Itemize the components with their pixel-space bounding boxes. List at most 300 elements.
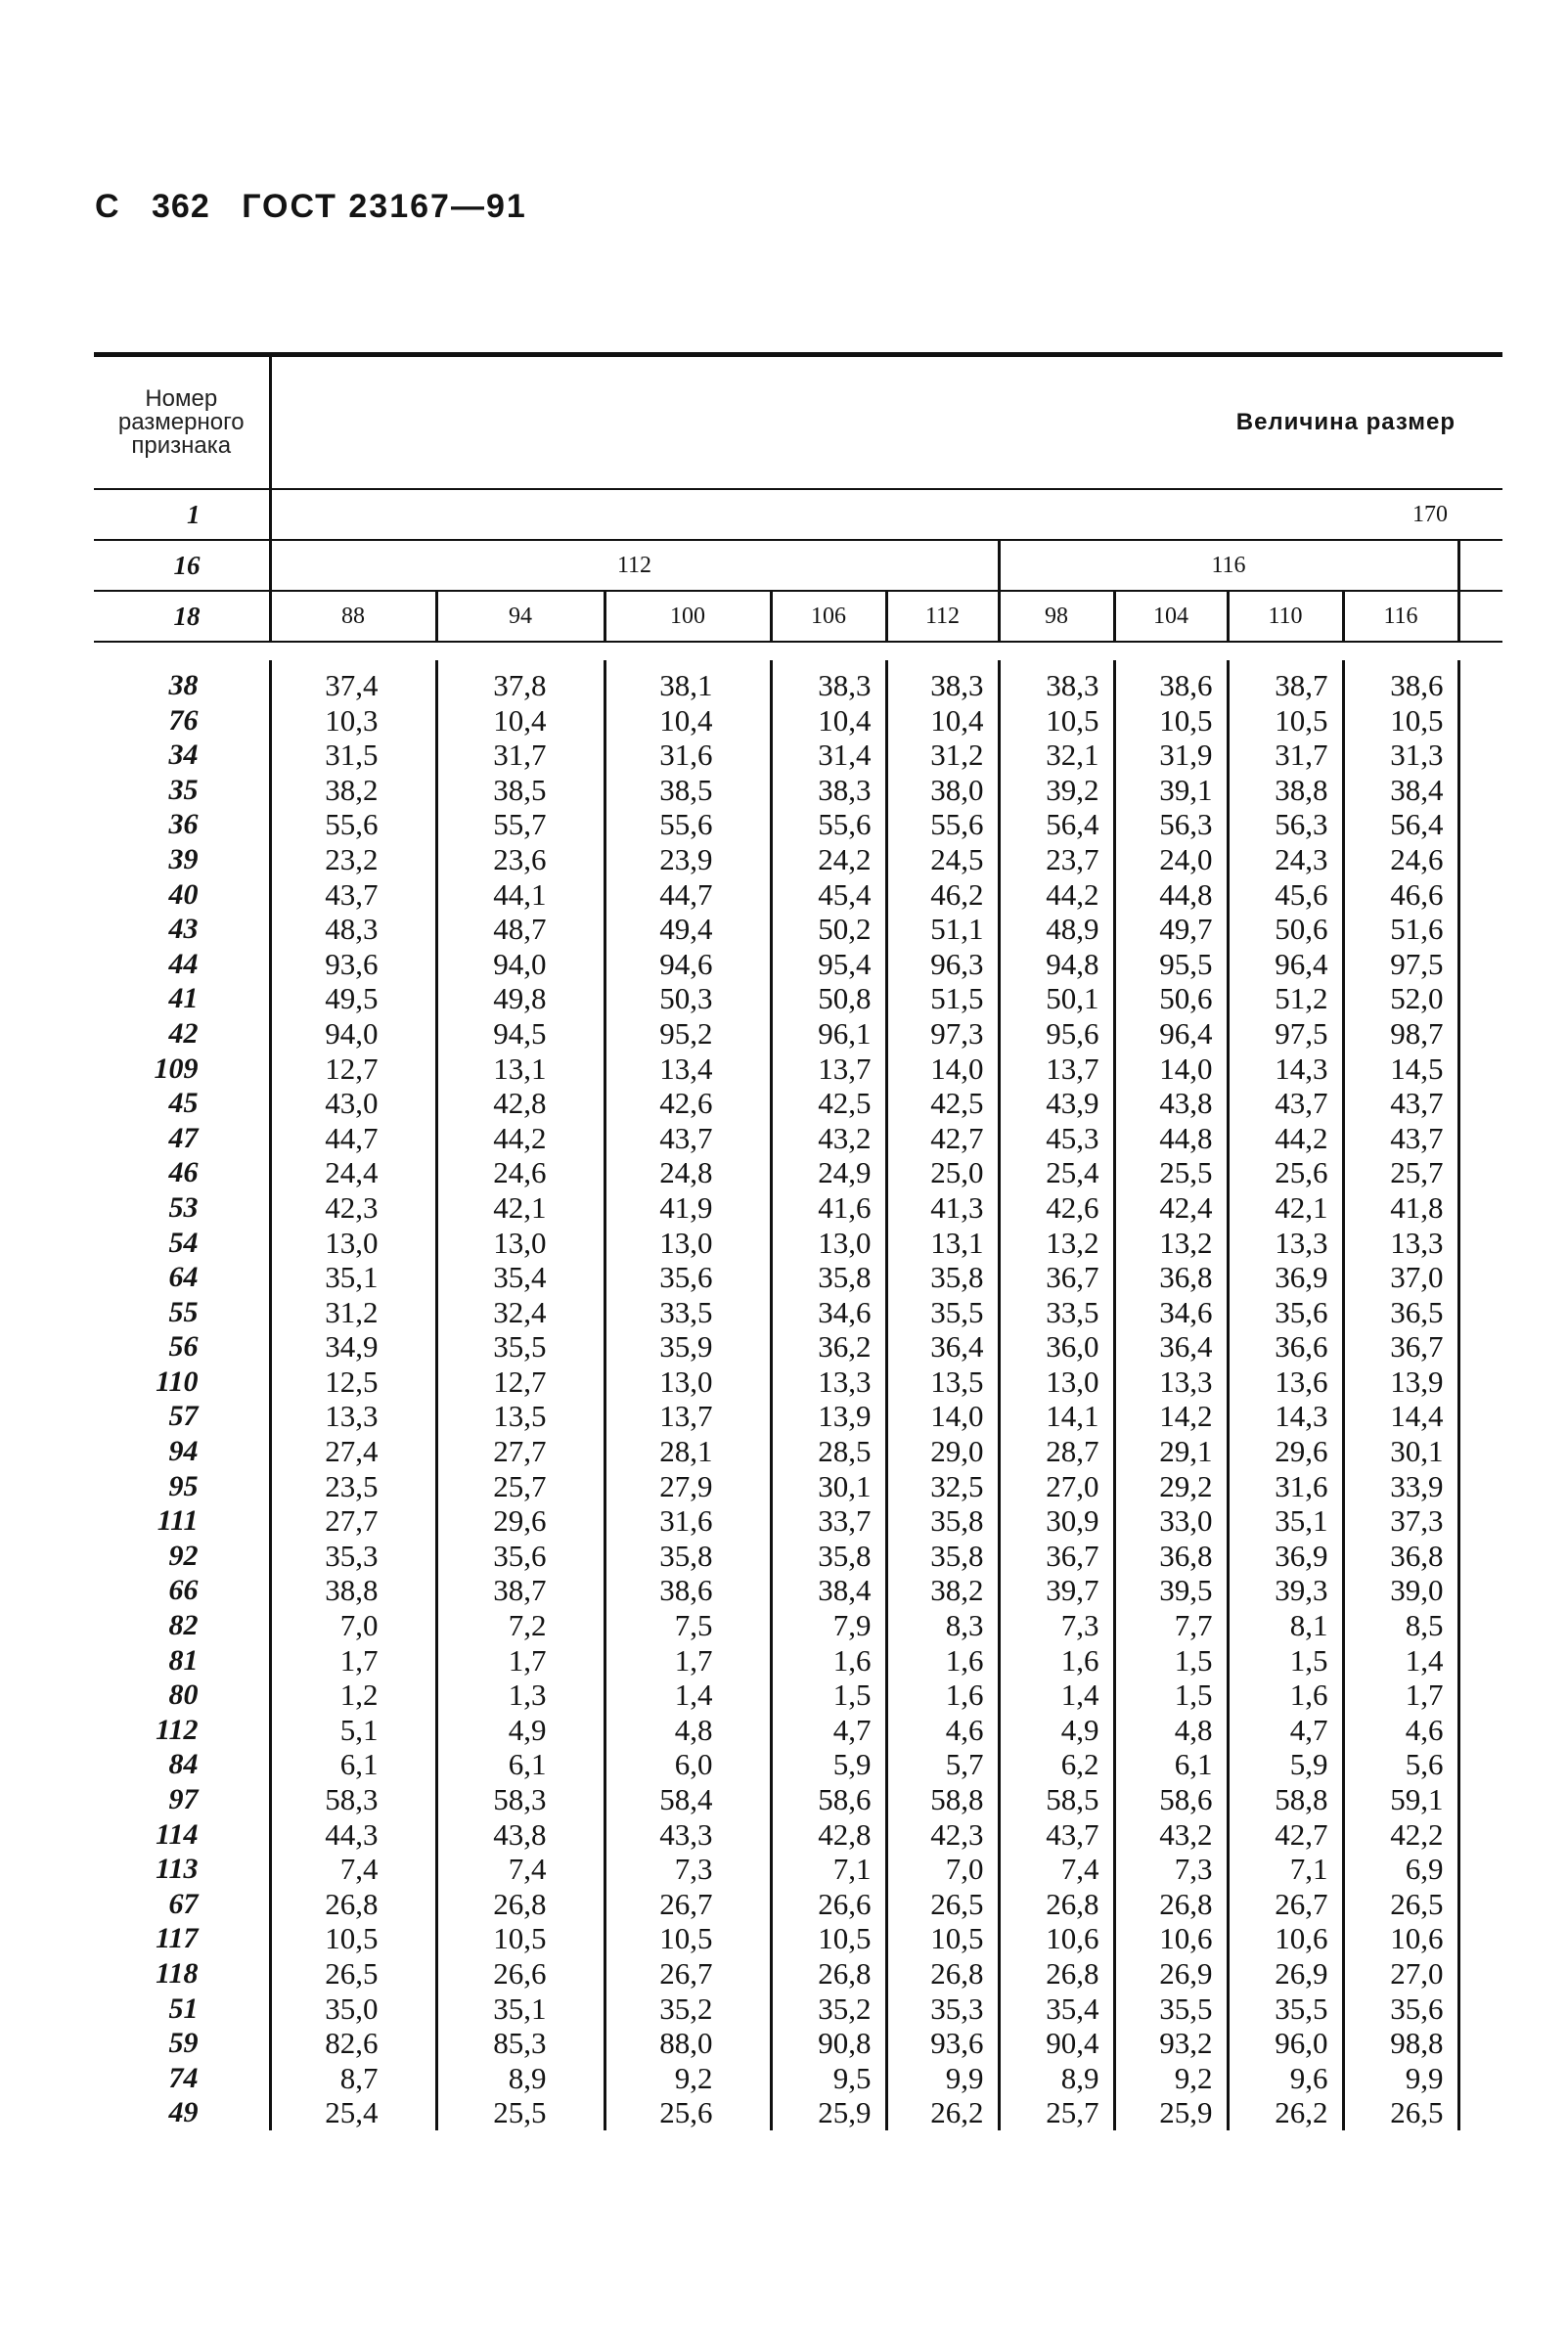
table-cell: 1,6 [999,1643,1114,1678]
table-cell: 43,8 [1114,1086,1228,1121]
table-cell: 31,5 [270,738,436,773]
table-row [94,912,1502,947]
table-cell: 42,6 [999,1190,1114,1226]
table-cell: 6,0 [605,1747,771,1782]
table-cell: 31,2 [886,738,999,773]
row-label: 43 [168,913,199,946]
table-cell: 1,7 [605,1643,771,1678]
table-cell: 43,7 [270,877,436,913]
table-cell: 35,3 [886,1991,999,2027]
table-cell: 44,3 [270,1817,436,1853]
row-end [1458,1226,1502,1261]
page-number: 362 [152,188,210,225]
table-cell: 35,9 [605,1329,771,1365]
row-end [1458,703,1502,738]
table-cell: 27,4 [270,1434,436,1469]
table-cell: 24,0 [1114,842,1228,877]
table-cell: 38,3 [886,660,999,703]
row-label: 94 [168,1435,199,1468]
table-cell: 7,3 [605,1852,771,1887]
table-cell: 10,5 [1114,703,1228,738]
table-cell: 93,2 [1114,2026,1228,2061]
table-cell: 14,4 [1343,1399,1458,1434]
table-cell: 38,5 [605,773,771,808]
table-cell: 27,0 [999,1469,1114,1504]
table-cell: 7,3 [1114,1852,1228,1887]
row-end [1458,1016,1502,1052]
table-cell: 14,1 [999,1399,1114,1434]
table-cell: 14,0 [886,1399,999,1434]
table-cell: 29,2 [1114,1469,1228,1504]
table-row [94,1921,1502,1956]
table-cell: 38,7 [436,1573,605,1608]
table-cell: 1,5 [1114,1678,1228,1713]
row-end [1458,1956,1502,1991]
header-row-18 [94,591,1502,642]
table-cell: 8,7 [270,2061,436,2096]
table-cell: 32,4 [436,1295,605,1330]
table-cell: 42,4 [1114,1190,1228,1226]
table-cell: 12,5 [270,1365,436,1400]
table-row [94,1503,1502,1539]
table-cell: 42,7 [886,1121,999,1156]
table-cell: 38,8 [270,1573,436,1608]
table-cell: 34,9 [270,1329,436,1365]
table-row [94,738,1502,773]
table-cell: 7,0 [886,1852,999,1887]
row-label: 118 [156,1956,199,1990]
row-end [1458,1365,1502,1400]
table-cell: 38,3 [771,660,886,703]
table-cell: 1,7 [1343,1678,1458,1713]
table-cell: 1,4 [1343,1643,1458,1678]
table-cell: 7,2 [436,1608,605,1643]
row-end [1458,2061,1502,2096]
row-end [1458,1329,1502,1365]
table-row [94,1643,1502,1678]
table-row [94,1365,1502,1400]
table-cell: 38,5 [436,773,605,808]
row-label: 84 [168,1748,199,1781]
header-bottom-rule [94,642,1502,660]
table-cell: 26,5 [1343,2095,1458,2130]
table-cell: 93,6 [886,2026,999,2061]
row-end [1458,1121,1502,1156]
table-cell: 52,0 [1343,981,1458,1016]
table-cell: 23,5 [270,1469,436,1504]
table-cell: 58,6 [771,1782,886,1817]
table-cell: 29,0 [886,1434,999,1469]
table-cell: 94,8 [999,947,1114,982]
row-label: 110 [156,1365,199,1398]
table-cell: 90,4 [999,2026,1114,2061]
table-row [94,773,1502,808]
table-cell: 12,7 [436,1365,605,1400]
row-end [1458,1434,1502,1469]
table-cell: 26,7 [605,1887,771,1922]
table-cell: 26,8 [771,1956,886,1991]
table-cell: 44,8 [1114,1121,1228,1156]
table-cell: 94,0 [436,947,605,982]
table-cell: 13,3 [270,1399,436,1434]
table-cell: 50,3 [605,981,771,1016]
table-cell: 37,3 [1343,1503,1458,1539]
table-cell: 1,6 [1228,1678,1343,1713]
table-cell: 36,7 [1343,1329,1458,1365]
table-cell: 44,1 [436,877,605,913]
table-cell: 36,9 [1228,1539,1343,1574]
table-cell: 35,5 [1114,1991,1228,2027]
table-cell: 25,9 [771,2095,886,2130]
table-cell: 7,5 [605,1608,771,1643]
table-cell: 43,7 [1343,1121,1458,1156]
standard-number: ГОСТ 23167—91 [242,188,527,225]
table-cell: 94,6 [605,947,771,982]
table-cell: 88,0 [605,2026,771,2061]
row-label: 82 [168,1609,199,1642]
table-cell: 36,2 [771,1329,886,1365]
column-header-end [1458,591,1502,642]
table-cell: 10,5 [1343,703,1458,738]
column-header: 116 [1343,591,1458,642]
table-cell: 14,2 [1114,1399,1228,1434]
row-label: 117 [156,1922,199,1955]
row-end [1458,947,1502,982]
row-label: 54 [168,1226,199,1259]
table-cell: 6,2 [999,1747,1114,1782]
header-row-16 [94,540,1502,591]
row-label: 40 [168,877,199,911]
table-row [94,842,1502,877]
row-label: 36 [168,808,199,841]
table-cell: 10,4 [886,703,999,738]
table-cell: 50,1 [999,981,1114,1016]
row-end [1458,1852,1502,1887]
table-cell: 38,2 [270,773,436,808]
table-row [94,1260,1502,1295]
table-cell: 7,4 [270,1852,436,1887]
column-header: 100 [605,591,771,642]
row-end [1458,2095,1502,2130]
row-label: 55 [168,1295,199,1328]
table-cell: 31,7 [1228,738,1343,773]
table-cell: 10,5 [605,1921,771,1956]
table-cell: 31,3 [1343,738,1458,773]
table-cell: 13,9 [771,1399,886,1434]
table-cell: 24,4 [270,1155,436,1190]
row-label: 109 [154,1052,199,1085]
table-cell: 26,2 [886,2095,999,2130]
table-cell: 10,4 [605,703,771,738]
table-cell: 46,6 [1343,877,1458,913]
table-cell: 44,2 [1228,1121,1343,1156]
table-row [94,981,1502,1016]
table-cell: 36,7 [999,1260,1114,1295]
row-label: 53 [168,1190,199,1224]
table-cell: 7,1 [771,1852,886,1887]
table-cell: 30,9 [999,1503,1114,1539]
measurement-table-container [94,352,1502,2130]
table-cell: 93,6 [270,947,436,982]
table-cell: 35,6 [605,1260,771,1295]
table-cell: 96,3 [886,947,999,982]
column-header: 110 [1228,591,1343,642]
table-cell: 45,3 [999,1121,1114,1156]
table-cell: 7,0 [270,1608,436,1643]
table-cell: 37,8 [436,660,605,703]
table-cell: 27,7 [436,1434,605,1469]
table-cell: 35,3 [270,1539,436,1574]
table-cell: 31,9 [1114,738,1228,773]
table-cell: 26,8 [999,1956,1114,1991]
row-end [1458,1469,1502,1504]
table-cell: 13,0 [999,1365,1114,1400]
column-header: 104 [1114,591,1228,642]
table-cell: 9,5 [771,2061,886,2096]
table-cell: 8,1 [1228,1608,1343,1643]
table-cell: 10,5 [771,1921,886,1956]
table-cell: 44,7 [270,1121,436,1156]
table-cell: 37,0 [1343,1260,1458,1295]
table-cell: 36,5 [1343,1295,1458,1330]
row-end [1458,660,1502,703]
table-cell: 10,5 [999,703,1114,738]
table-cell: 5,6 [1343,1747,1458,1782]
table-cell: 10,5 [1228,703,1343,738]
table-row [94,1608,1502,1643]
table-cell: 28,7 [999,1434,1114,1469]
table-cell: 10,4 [436,703,605,738]
row-label: 51 [168,1991,199,2025]
table-cell: 33,0 [1114,1503,1228,1539]
table-cell: 49,7 [1114,912,1228,947]
table-cell: 9,9 [1343,2061,1458,2096]
table-cell: 42,7 [1228,1817,1343,1853]
table-cell: 7,4 [436,1852,605,1887]
table-row [94,1469,1502,1504]
table-cell: 9,9 [886,2061,999,2096]
table-cell: 7,4 [999,1852,1114,1887]
row-end [1458,912,1502,947]
row-end [1458,807,1502,842]
table-cell: 1,3 [436,1678,605,1713]
table-cell: 32,1 [999,738,1114,773]
row-end [1458,773,1502,808]
table-cell: 25,7 [436,1469,605,1504]
table-cell: 10,5 [886,1921,999,1956]
table-cell: 13,2 [1114,1226,1228,1261]
table-cell: 25,4 [270,2095,436,2130]
table-cell: 94,5 [436,1016,605,1052]
table-cell: 35,8 [771,1539,886,1574]
row-end [1458,1817,1502,1853]
table-cell: 4,7 [771,1713,886,1748]
table-cell: 36,8 [1343,1539,1458,1574]
row-end [1458,1608,1502,1643]
row-end [1458,1921,1502,1956]
table-cell: 1,5 [1114,1643,1228,1678]
table-cell: 44,2 [436,1121,605,1156]
table-cell: 43,3 [605,1817,771,1853]
row-end [1458,1295,1502,1330]
table-cell: 58,3 [270,1782,436,1817]
table-cell: 49,8 [436,981,605,1016]
table-cell: 13,0 [436,1226,605,1261]
table-cell: 44,2 [999,877,1114,913]
table-cell: 35,0 [270,1991,436,2027]
page-prefix: С [95,188,120,225]
table-cell: 4,8 [605,1713,771,1748]
table-cell: 49,5 [270,981,436,1016]
table-cell: 8,5 [1343,1608,1458,1643]
table-row [94,1817,1502,1853]
table-cell: 9,2 [605,2061,771,2096]
table-cell: 58,8 [1228,1782,1343,1817]
table-cell: 90,8 [771,2026,886,2061]
row-end [1458,1086,1502,1121]
table-cell: 43,0 [270,1086,436,1121]
table-cell: 6,1 [1114,1747,1228,1782]
table-cell: 24,3 [1228,842,1343,877]
table-cell: 13,6 [1228,1365,1343,1400]
table-cell: 42,2 [1343,1817,1458,1853]
table-cell: 38,6 [605,1573,771,1608]
table-cell: 23,2 [270,842,436,877]
table-cell: 34,6 [771,1295,886,1330]
row-label: 41 [168,982,199,1015]
table-cell: 10,5 [436,1921,605,1956]
header-row-18-label: 18 [173,601,201,631]
table-cell: 4,9 [436,1713,605,1748]
row-label: 38 [168,669,199,701]
table-cell: 7,1 [1228,1852,1343,1887]
page-header [95,188,549,226]
table-cell: 35,1 [436,1991,605,2027]
table-cell: 5,9 [1228,1747,1343,1782]
table-cell: 1,6 [886,1678,999,1713]
table-cell: 41,8 [1343,1190,1458,1226]
row-label: 66 [168,1574,199,1607]
table-row [94,1713,1502,1748]
table-cell: 82,6 [270,2026,436,2061]
table-cell: 5,9 [771,1747,886,1782]
table-cell: 28,5 [771,1434,886,1469]
table-cell: 24,5 [886,842,999,877]
table-cell: 42,1 [1228,1190,1343,1226]
row-label: 45 [168,1087,199,1120]
table-cell: 35,4 [436,1260,605,1295]
table-cell: 26,9 [1114,1956,1228,1991]
row-label: 39 [168,842,199,875]
table-cell: 41,9 [605,1190,771,1226]
table-row [94,1016,1502,1052]
table-cell: 36,8 [1114,1539,1228,1574]
table-cell: 13,9 [1343,1365,1458,1400]
table-cell: 97,5 [1228,1016,1343,1052]
table-cell: 25,7 [1343,1155,1458,1190]
table-cell: 35,2 [605,1991,771,2027]
table-cell: 12,7 [270,1052,436,1087]
table-cell: 42,1 [436,1190,605,1226]
table-cell: 39,7 [999,1573,1114,1608]
row-label: 56 [168,1330,199,1364]
table-row [94,1086,1502,1121]
table-row [94,703,1502,738]
table-cell: 31,4 [771,738,886,773]
table-cell: 1,2 [270,1678,436,1713]
table-cell: 38,3 [771,773,886,808]
column-header: 94 [436,591,605,642]
table-cell: 25,4 [999,1155,1114,1190]
table-cell: 43,7 [1343,1086,1458,1121]
column-header: 88 [270,591,436,642]
row-label: 47 [168,1121,199,1154]
table-cell: 26,8 [999,1887,1114,1922]
table-cell: 38,3 [999,660,1114,703]
table-row [94,1052,1502,1087]
table-cell: 24,6 [436,1155,605,1190]
table-cell: 32,5 [886,1469,999,1504]
table-cell: 1,7 [436,1643,605,1678]
table-cell: 58,3 [436,1782,605,1817]
table-cell: 98,8 [1343,2026,1458,2061]
row-end [1458,877,1502,913]
table-cell: 35,6 [1343,1991,1458,2027]
table-cell: 51,1 [886,912,999,947]
table-cell: 50,6 [1228,912,1343,947]
table-cell: 33,7 [771,1503,886,1539]
row-label: 76 [168,703,199,737]
header-group-112: 112 [270,540,999,591]
table-cell: 43,7 [999,1817,1114,1853]
table-cell: 25,9 [1114,2095,1228,2130]
table-cell: 55,6 [270,807,436,842]
table-row [94,1226,1502,1261]
table-cell: 31,6 [605,1503,771,1539]
table-cell: 36,4 [886,1329,999,1365]
table-row [94,2095,1502,2130]
table-cell: 43,7 [1228,1086,1343,1121]
table-cell: 42,3 [270,1190,436,1226]
table-cell: 97,3 [886,1016,999,1052]
table-cell: 14,0 [1114,1052,1228,1087]
table-cell: 25,0 [886,1155,999,1190]
table-cell: 8,3 [886,1608,999,1643]
table-cell: 35,5 [436,1329,605,1365]
table-cell: 13,7 [771,1052,886,1087]
table-cell: 36,0 [999,1329,1114,1365]
table-cell: 6,1 [270,1747,436,1782]
table-cell: 33,5 [999,1295,1114,1330]
table-title: Величина размер [270,355,1502,490]
row-label: 46 [168,1156,199,1189]
table-cell: 35,8 [886,1503,999,1539]
table-row [94,877,1502,913]
table-cell: 49,4 [605,912,771,947]
table-cell: 39,5 [1114,1573,1228,1608]
row-label: 42 [168,1016,199,1050]
table-cell: 13,3 [1228,1226,1343,1261]
table-cell: 96,0 [1228,2026,1343,2061]
table-cell: 38,6 [1114,660,1228,703]
table-cell: 13,7 [999,1052,1114,1087]
table-cell: 24,2 [771,842,886,877]
table-cell: 39,1 [1114,773,1228,808]
table-cell: 97,5 [1343,947,1458,982]
table-cell: 35,6 [436,1539,605,1574]
table-row [94,1399,1502,1434]
table-cell: 95,6 [999,1016,1114,1052]
